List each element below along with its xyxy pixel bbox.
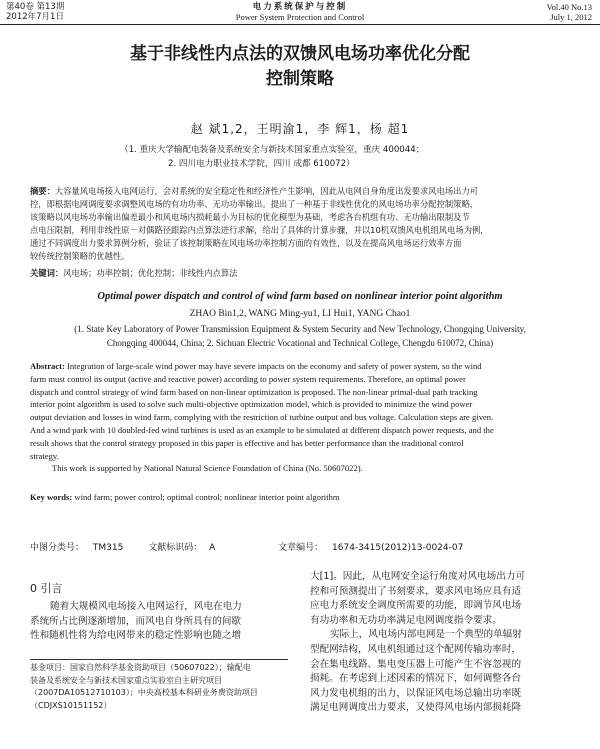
authors-cn: 赵 斌1,2，王明渝1，李 辉1，杨 超1 [190,122,410,136]
footnote-line: 装备及系统安全与新技术国家重点实验室自主研究项目 [30,675,222,685]
right-column [310,570,580,716]
abstract-en-line: Abstract: Integration of large-scale wind power may have severe impacts on the economy and safety of power system, so the wind [30,361,482,371]
right-col-line: 风力发电机组的出力，以保证风电场总输出功率既 [310,687,522,699]
abstract-en-label: Abstract: [30,361,65,371]
footnote-line: （CDJXS10151152） [30,700,112,710]
abstract-en-line: dispatch and control strategy of wind farm based on non-linear optimization is proposed. The non-linear primal-dual path tracking [30,386,478,397]
keywords-cn-text: 风电场；功率控制；优化控制；非线性内点算法 [63,268,238,278]
right-col-line: 大[1]。因此，从电网安全运行角度对风电场出力可 [310,571,526,582]
abstract-en-line: strategy. [30,450,59,461]
classification [30,542,590,554]
clc-value: TM315 [92,543,124,553]
footnote-line: （2007DA10512710103）；中央高校基本科研业务费资助项目 [30,688,258,697]
footnote-rule [30,659,288,660]
right-col-line: 型配网结构，风电机组通过这个配网传输功率时， [310,643,522,655]
header-vol-issue-en: Vol.40 No.13 [546,2,592,12]
right-col-line: 应电力系统安全调度所需要的功能，即调节风电场 [310,600,522,612]
affil-en-2: Chongqing 400044, China; 2. Sichuan Electric Vocational and Technical College, Chengdu 610072, China) [106,338,494,348]
article-value: 1674-3415(2012)13-0024-07 [332,543,464,553]
left-column [30,600,288,644]
authors-en: ZHAO Bin1,2, WANG Ming-yu1, LI Hui1, YANG Chao1 [189,309,411,319]
abstract-cn-line: 该策略以风电场功率输出偏差最小和风电场内损耗最小为目标的优化模型为基础，考虑各台机组有功、无功输出限制及节 [30,212,470,222]
keywords-cn [30,267,237,279]
right-col-line: 控和可预测提出了书刻要求，要求风电场应具有适 [310,585,522,597]
keywords-en [30,492,340,502]
abstract-cn-line: 通过不同调度出力要求算例分析，验证了该控制策略在风电场功率控制方面的有效性，以及在提高风电场运行效率方面 [30,238,462,248]
abstract-en-line: result shows that the control strategy proposed in this paper is effective and has better performance than the traditional control [30,437,464,448]
abstract-cn [30,185,580,263]
abstract-en-line: interior point algorithm is used to solve such multi-objective optimization model, which is provided to minimize the wind power [30,399,473,410]
header-rule [0,24,600,25]
abstract-en-support: This work is supported by National Natural Science Foundation of China (No. 50607022). [52,463,363,474]
article-label: 文章编号： [278,543,324,553]
section-heading: 0 引言 [30,582,63,595]
keywords-en-label: Key words: [30,492,73,502]
keywords-cn-label: 关键词： [30,268,64,278]
right-col-line: 会在集电线路、集电变压器上可能产生不容忽视的 [310,658,522,670]
right-col-line: 损耗。在考虑到上述因素的情况下，如何调整各台 [310,673,522,685]
abstract-en-line: output deviation and losses in wind farm, complying with the restriction of turbine output and bus voltage. Calculation steps are given. [30,412,494,423]
right-col-line: 实际上，风电场内部电网是一个典型的单辐射 [330,629,522,641]
left-col-line: 性和随机性将为给电网带来的稳定性影响也随之增 [30,630,242,642]
right-col-line: 有功功率和无功功率满足电网调度指令要求。 [310,614,502,626]
doc-value: A [209,543,216,553]
doc-label: 文献标识码： [148,543,203,553]
abstract-cn-line: 摘要：大容量风电场接入电网运行，会对系统的安全稳定性和经济性产生影响，因此从电网自身角度出发要求风电场出力可 [30,186,479,196]
footnote-line: 基金项目：国家自然科学基金资助项目（50607022）；输配电 [30,663,251,672]
affil-cn-2: 2. 四川电力职业技术学院，四川 成都 610072） [168,159,355,169]
affil-en-1: (1. State Key Laboratory of Power Transmission Equipment & System Security and New Technology, Chongqing University, [74,324,526,334]
header-date-cn: 2012年7月1日 [6,12,64,22]
abstract-cn-line: 较传统控制策略的优越性。 [30,251,130,261]
title-cn-line2: 控制策略 [266,69,334,89]
left-col-line: 随着大规模风电场接入电网运行，风电在电力 [50,601,242,612]
abstract-cn-line: 点电压限制，利用非线性原－对偶路径跟踪内点算法进行求解，给出了具体的计算步骤，并以10机双馈风电机组风电场为例， [30,225,489,235]
left-col-line: 系统所占比例逐渐增加，而风电自身所具有的间歇 [30,615,242,627]
header-vol-issue-cn: 第40卷 第13期 [6,2,65,12]
footnote [30,662,288,712]
abstract-cn-label: 摘要： [30,186,55,196]
right-col-line: 满足电网调度出力要求，又使得风电场内部损耗降 [310,702,522,714]
header-date-en: July 1, 2012 [550,12,592,22]
abstract-en [30,360,580,475]
abstract-cn-line: 控，即根据电网调度要求调整风电场的有功功率、无功功率输出。提出了一种基于非线性优化的风电场功率分配控制策略， [30,199,479,209]
clc-label: 中图分类号： [30,543,85,553]
title-en: Optimal power dispatch and control of wind farm based on nonlinear interior point algorithm [97,291,503,302]
header-journal-en: Power System Protection and Control [235,12,365,22]
title-cn-line1: 基于非线性内点法的双馈风电场功率优化分配 [130,44,470,64]
abstract-en-line: And a wind park with 10 doubled-fed wind turbines is used as an example to be simulated at different dispatch power requests, and the [30,424,494,435]
header-journal-cn: 电力系统保护与控制 [252,2,348,12]
affil-cn-1: （1. 重庆大学输配电装备及系统安全与新技术国家重点实验室，重庆 400044； [120,145,425,155]
keywords-en-text: wind farm; power control; optimal control; nonlinear interior point algorithm [74,492,340,502]
abstract-en-line: farm must control its output (active and reactive power) according to power system requirements. Therefore, an optimal power [30,373,466,384]
